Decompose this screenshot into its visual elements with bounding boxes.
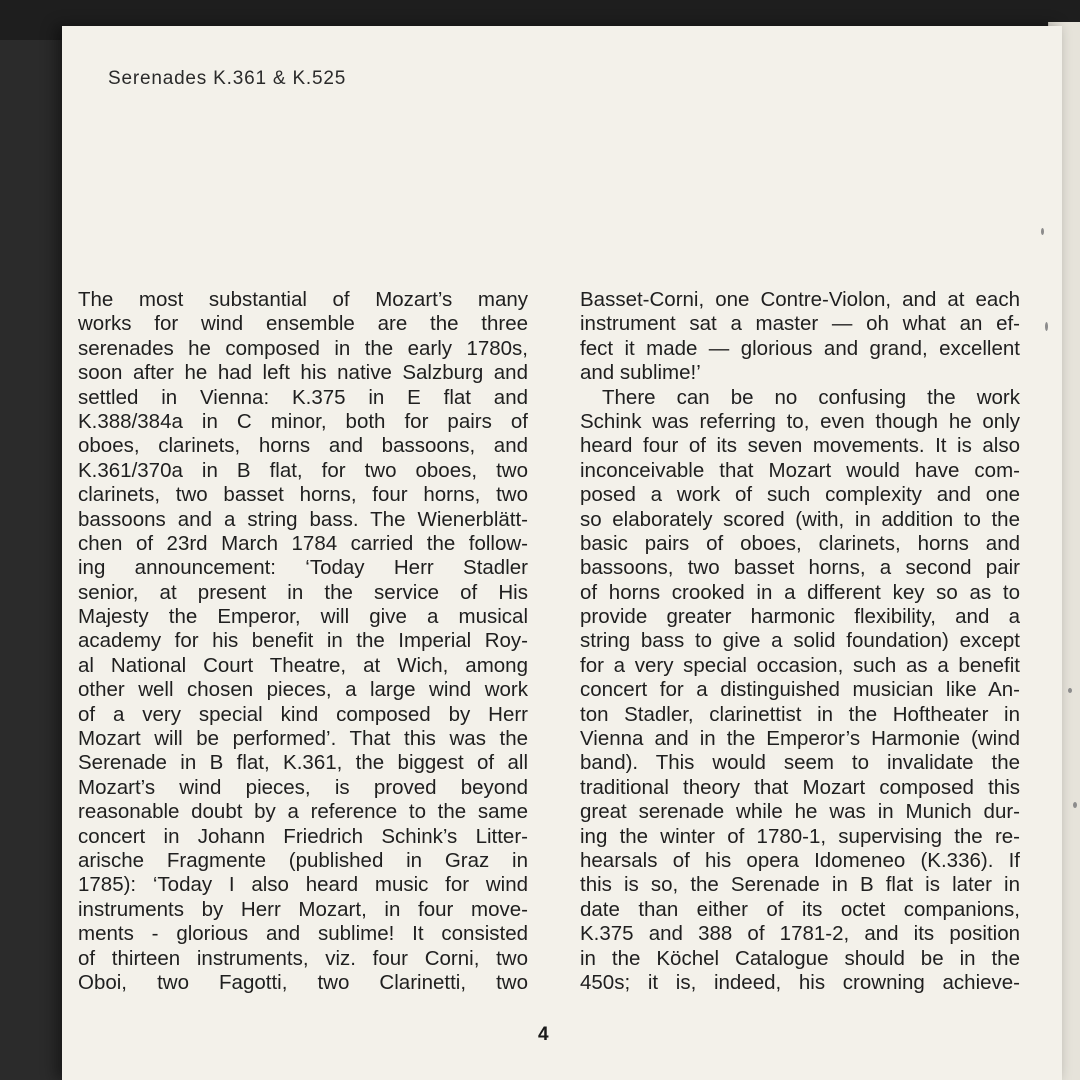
text-line: ing the winter of 1780-1, supervising the re- [580, 824, 1020, 848]
text-line: bassoons and a string bass. The Wienerblätt- [78, 507, 528, 531]
text-line: Vienna and in the Emperor’s Harmonie (wind [580, 727, 1020, 751]
running-head: Serenades K.361 & K.525 [108, 68, 347, 89]
text-line: so elaborately scored (with, in addition to the [580, 507, 1020, 531]
text-line: traditional theory that Mozart composed this [580, 775, 1020, 799]
text-line: this is so, the Serenade in B flat is later in [580, 873, 1020, 897]
text-line: Majesty the Emperor, will give a musical [78, 605, 528, 629]
text-line: great serenade while he was in Munich dur- [580, 800, 1020, 824]
text-line: clarinets, two basset horns, four horns, two [78, 483, 528, 507]
text-line: serenades he composed in the early 1780s, [78, 336, 528, 360]
paper-speck [1041, 228, 1044, 235]
text-line: string bass to give a solid foundation) except [580, 629, 1020, 653]
text-line: Mozart will be performed’. That this was the [78, 727, 528, 751]
text-line: Schink was referring to, even though he only [580, 409, 1020, 433]
text-line: chen of 23rd March 1784 carried the follow- [78, 531, 528, 555]
text-line: 1785): ‘Today I also heard music for wind [78, 873, 528, 897]
text-line: ing announcement: ‘Today Herr Stadler [78, 556, 528, 580]
paper-speck [1073, 802, 1077, 808]
text-line: K.361/370a in B flat, for two oboes, two [78, 458, 528, 482]
text-line: arische Fragmente (published in Graz in [78, 848, 528, 872]
text-line: Oboi, two Fagotti, two Clarinetti, two [78, 970, 528, 994]
text-line: basic pairs of oboes, clarinets, horns and [580, 531, 1020, 555]
text-line: ments - glorious and sublime! It consisted [78, 922, 528, 946]
text-line: The most substantial of Mozart’s many [78, 288, 528, 311]
text-line: band). This would seem to invalidate the [580, 751, 1020, 775]
text-line: K.388/384a in C minor, both for pairs of [78, 409, 528, 433]
text-line: concert in Johann Friedrich Schink’s Litter- [78, 824, 528, 848]
page-number: 4 [538, 1024, 549, 1045]
text-line: fect it made — glorious and grand, excellent [580, 336, 1020, 360]
text-line: of a very special kind composed by Herr [78, 702, 528, 726]
paper-speck [1068, 688, 1072, 693]
text-line: reasonable doubt by a reference to the same [78, 800, 528, 824]
text-line: works for wind ensemble are the three [78, 312, 528, 336]
text-line: oboes, clarinets, horns and bassoons, and [78, 434, 528, 458]
text-line: Mozart’s wind pieces, is proved beyond [78, 775, 528, 799]
text-line: concert for a distinguished musician like An- [580, 678, 1020, 702]
right-text-column [580, 288, 1020, 995]
text-line: inconceivable that Mozart would have com- [580, 458, 1020, 482]
text-line: soon after he had left his native Salzburg and [78, 361, 528, 385]
text-line: date than either of its octet companions, [580, 897, 1020, 921]
text-line: in the Köchel Catalogue should be in the [580, 946, 1020, 970]
text-line: There can be no confusing the work [602, 385, 1020, 409]
text-line: of horns crooked in a different key so as to [580, 580, 1020, 604]
text-line: of thirteen instruments, viz. four Corni, two [78, 946, 528, 970]
text-line: Serenade in B flat, K.361, the biggest of all [78, 751, 528, 775]
text-line: and sublime!’ [580, 361, 701, 385]
text-line: instruments by Herr Mozart, in four move- [78, 897, 528, 921]
text-line: ton Stadler, clarinettist in the Hoftheater in [580, 702, 1020, 726]
left-text-column [78, 288, 528, 995]
text-line: instrument sat a master — oh what an ef- [580, 312, 1020, 336]
text-line: hearsals of his opera Idomeneo (K.336). If [580, 848, 1020, 872]
text-line: 450s; it is, indeed, his crowning achieve- [580, 970, 1020, 994]
text-line: K.375 and 388 of 1781-2, and its position [580, 922, 1020, 946]
text-line: academy for his benefit in the Imperial Roy- [78, 629, 528, 653]
text-line: Basset-Corni, one Contre-Violon, and at each [580, 288, 1020, 311]
text-line: al National Court Theatre, at Wich, among [78, 653, 528, 677]
text-line: settled in Vienna: K.375 in E flat and [78, 385, 528, 409]
text-line: for a very special occasion, such as a benefit [580, 653, 1020, 677]
text-line: other well chosen pieces, a large wind work [78, 678, 528, 702]
text-line: heard four of its seven movements. It is also [580, 434, 1020, 458]
text-line: senior, at present in the service of His [78, 580, 528, 604]
text-line: posed a work of such complexity and one [580, 483, 1020, 507]
text-line: provide greater harmonic flexibility, and a [580, 605, 1020, 629]
paper-speck [1045, 322, 1048, 331]
text-line: bassoons, two basset horns, a second pair [580, 556, 1020, 580]
